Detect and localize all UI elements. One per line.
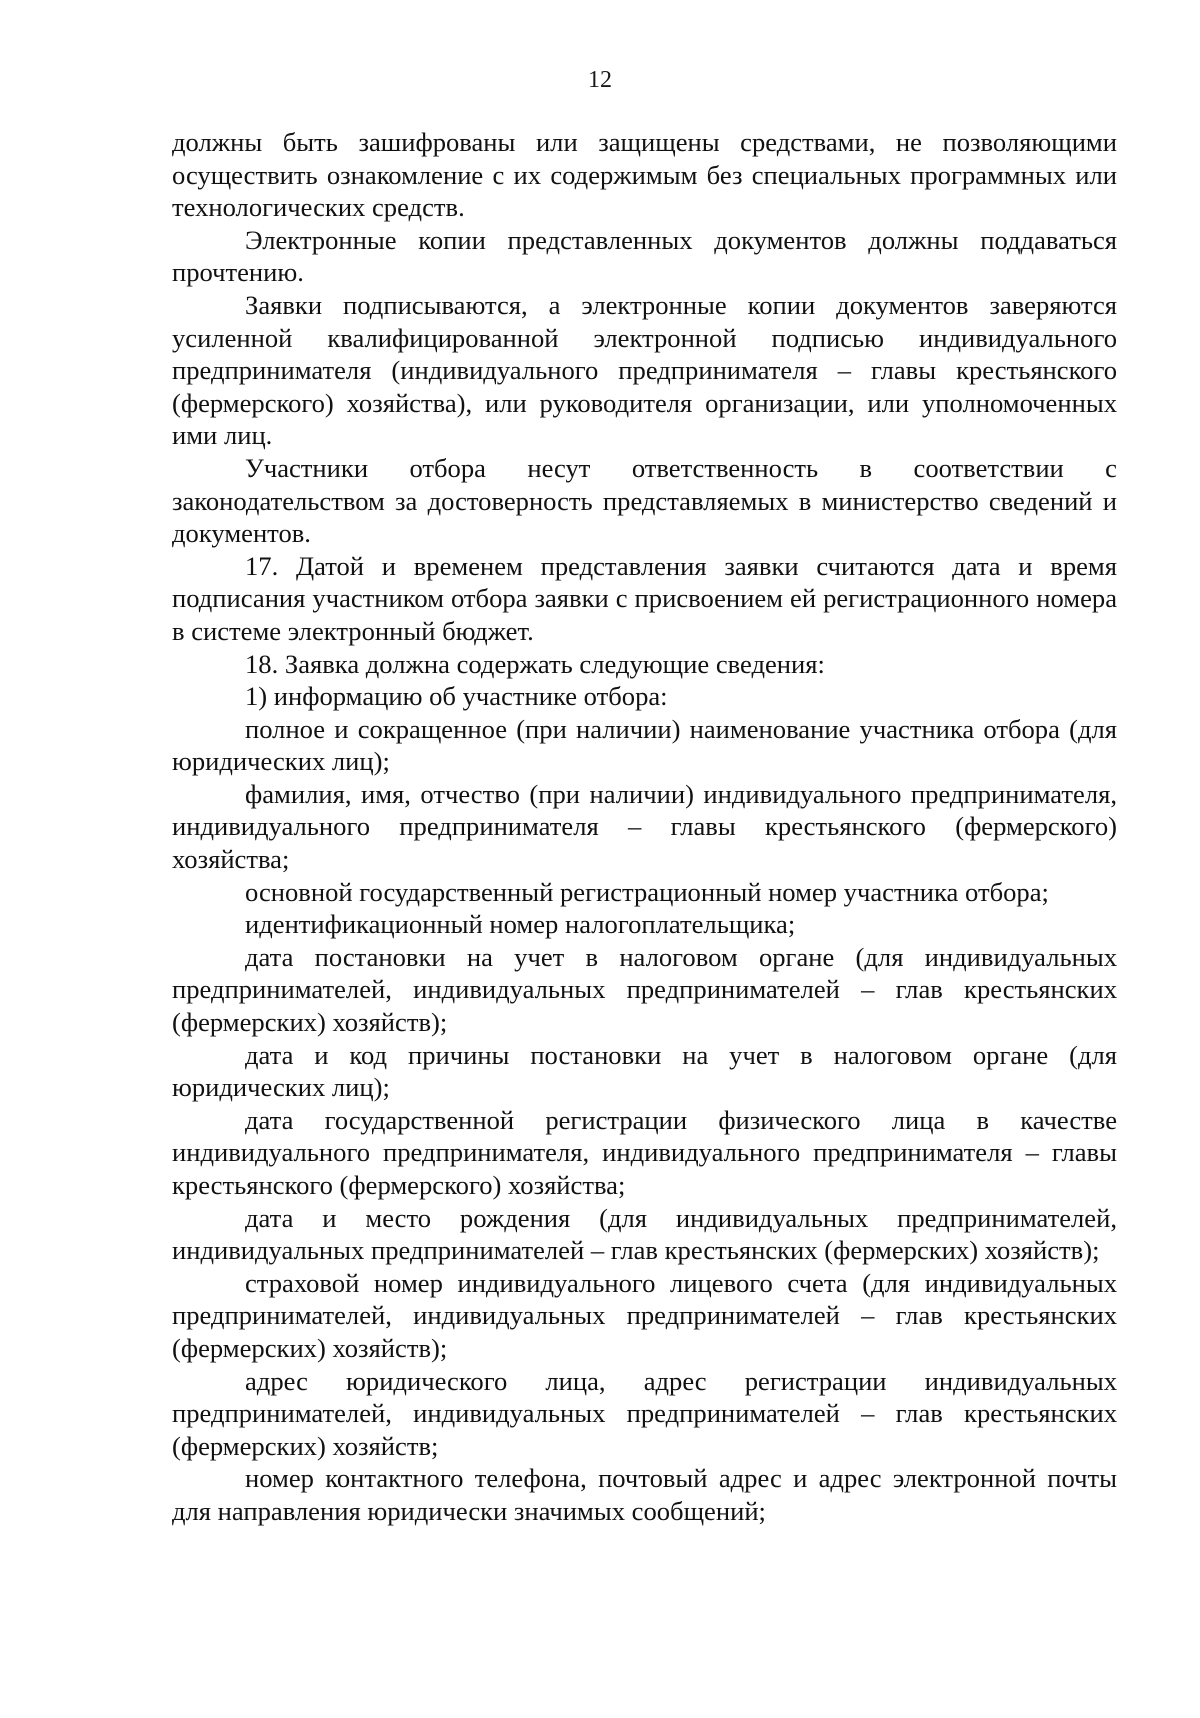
paragraph: полное и сокращенное (при наличии) наименование участника отбора (для юридических лиц); — [172, 713, 1117, 777]
paragraph: Участники отбора несут ответственность в соответствии с законодательством за достоверность представляемых в министерство сведений и документов. — [172, 452, 1117, 549]
paragraph: дата и место рождения (для индивидуальных предпринимателей, индивидуальных предпринимателей – глав крестьянских (фермерских) хозяйств); — [172, 1202, 1117, 1266]
paragraph: идентификационный номер налогоплательщика; — [245, 909, 796, 940]
paragraph: фамилия, имя, отчество (при наличии) индивидуального предпринимателя, индивидуального предпринимателя – главы крестьянского (фермерского) хозяйства; — [172, 778, 1117, 875]
paragraph: основной государственный регистрационный номер участника отбора; — [245, 876, 1049, 907]
page-number: 12 — [588, 67, 612, 93]
paragraph: Электронные копии представленных документов должны поддаваться прочтению. — [172, 224, 1117, 288]
paragraph: должны быть зашифрованы или защищены средствами, не позволяющими осуществить ознакомление с их содержимым без специальных программных или технологических средств. — [172, 127, 1117, 223]
paragraph: дата постановки на учет в налоговом органе (для индивидуальных предпринимателей, индивидуальных предпринимателей – глав крестьянских (фермерских) хозяйств); — [172, 941, 1117, 1038]
paragraph: дата и код причины постановки на учет в налоговом органе (для юридических лиц); — [172, 1039, 1117, 1103]
paragraph: 1) информацию об участнике отбора: — [245, 681, 668, 712]
paragraph: дата государственной регистрации физического лица в качестве индивидуального предпринимателя, индивидуального предпринимателя – главы крестьянского (фермерского) хозяйства; — [172, 1104, 1117, 1200]
paragraph: адрес юридического лица, адрес регистрации индивидуальных предпринимателей, индивидуальных предпринимателей – глав крестьянских (фермерских) хозяйств; — [172, 1365, 1117, 1461]
paragraph: 17. Датой и временем представления заявки считаются дата и время подписания участником отбора заявки с присвоением ей регистрационного номера в системе электронный бюджет. — [172, 550, 1117, 646]
document-body — [172, 126, 1117, 1528]
paragraph: страховой номер индивидуального лицевого счета (для индивидуальных предпринимателей, индивидуальных предпринимателей – глав крестьянских (фермерских) хозяйств); — [172, 1267, 1117, 1363]
paragraph: Заявки подписываются, а электронные копии документов заверяются усиленной квалифицированной электронной подписью индивидуального предпринимателя (индивидуального предпринимателя – главы крестьянского (фермерского) хозяйства), или руководителя организации, или уполномоченных ими лиц. — [172, 289, 1117, 451]
paragraph: 18. Заявка должна содержать следующие сведения: — [245, 648, 825, 679]
paragraph: номер контактного телефона, почтовый адрес и адрес электронной почты для направления юридически значимых сообщений; — [172, 1463, 1117, 1526]
